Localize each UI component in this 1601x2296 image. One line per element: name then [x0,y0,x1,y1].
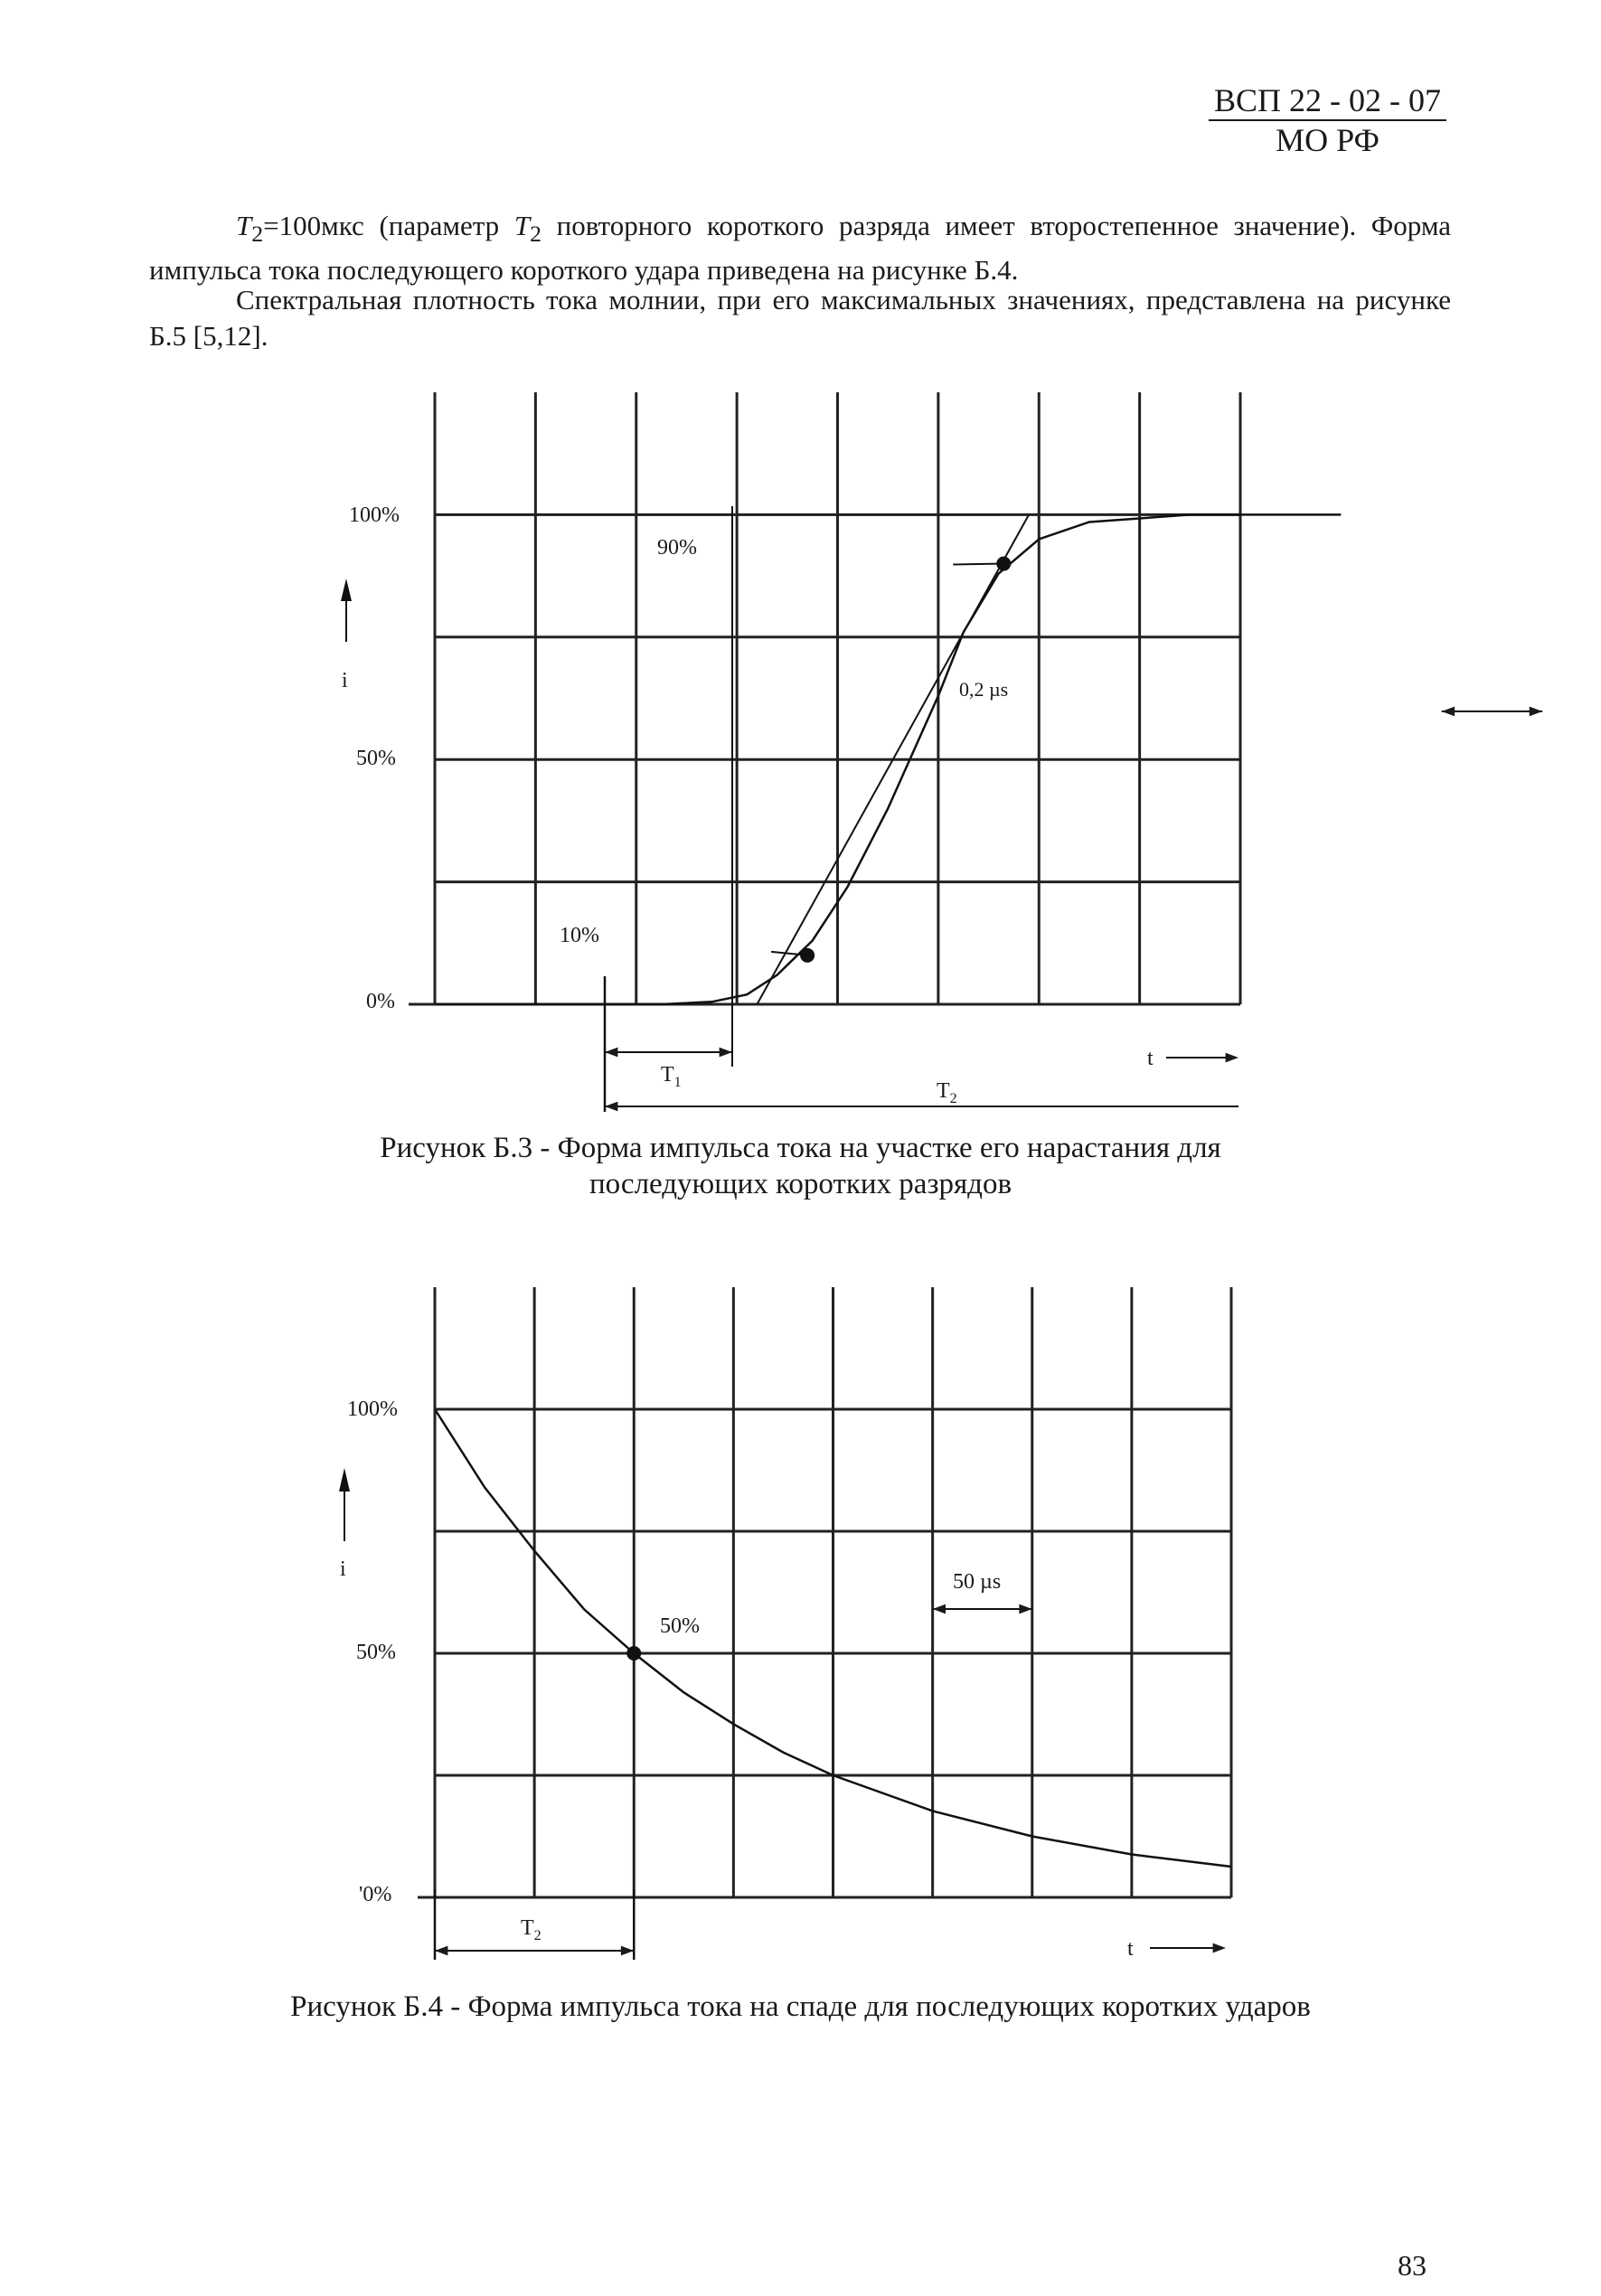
marker-label-50: 50% [660,1614,700,1638]
symbol-t2-inline: T [513,210,531,241]
y-axis-arrow-head [339,1468,350,1491]
interval-t2-label: $T_2$ [521,1916,542,1943]
scale-arrow-right [1019,1604,1031,1614]
marker-label-10: 10% [560,924,599,947]
y-tick-label: 100% [349,503,400,527]
symbol-t2-sub: 2 [251,221,264,248]
scale-arrow-left [933,1604,946,1614]
marker-label-90: 90% [657,536,697,560]
caption-line: Рисунок Б.3 - Форма импульса тока на участке его нарастания для [380,1132,1221,1164]
interval-t1-label: $T_1$ [661,1063,682,1090]
scale-label: 0,2 µs [959,678,1009,701]
x-axis-arrow-head [1213,1943,1226,1953]
interval-t2-arrow-right [621,1946,634,1956]
document-code: ВСП 22 - 02 - 07 [1209,81,1446,121]
y-tick-label: 50% [356,747,396,770]
symbol-t2: T [236,210,252,241]
y-tick-label: '0% [359,1883,392,1906]
interval-t2-label: $T_2$ [937,1079,957,1106]
caption-line: последующих коротких разрядов [589,1168,1012,1200]
document-organization: МО РФ [1276,122,1380,158]
figure-b4-series [339,1409,1231,1960]
y-axis-label: i [342,669,348,692]
x-axis-label: t [1127,1937,1134,1961]
paragraph-2: Спектральная плотность тока молнии, при его максимальных значениях, представлена на рисунке Б.5 [5,12]. [149,284,1451,352]
marker-point-50 [626,1646,641,1661]
figure-b4-caption: Рисунок Б.4 - Форма импульса тока на спаде для последующих коротких ударов [290,1990,1311,2023]
page-number: 83 [1398,2249,1427,2282]
figure-b4-labels [340,1397,1134,1961]
x-axis-label: t [1147,1047,1154,1070]
y-tick-label: 0% [366,990,395,1013]
y-tick-label: 100% [347,1397,398,1421]
symbol-t2-inline-sub: 2 [530,221,542,248]
scale-label: 50 µs [953,1570,1002,1594]
figure-b4-grid [418,1287,1231,1897]
y-axis-label: i [340,1557,346,1581]
y-tick-label: 50% [356,1641,396,1664]
paragraph-1-text-b: повторного короткого разряда имеет второстепенное значение). Форма импульса тока последующего короткого удара приведена на рисунке Б.4. [149,210,1451,287]
paragraph-1-text-a: =100мкс (параметр [263,210,514,241]
interval-t2-arrow-left [435,1946,447,1956]
